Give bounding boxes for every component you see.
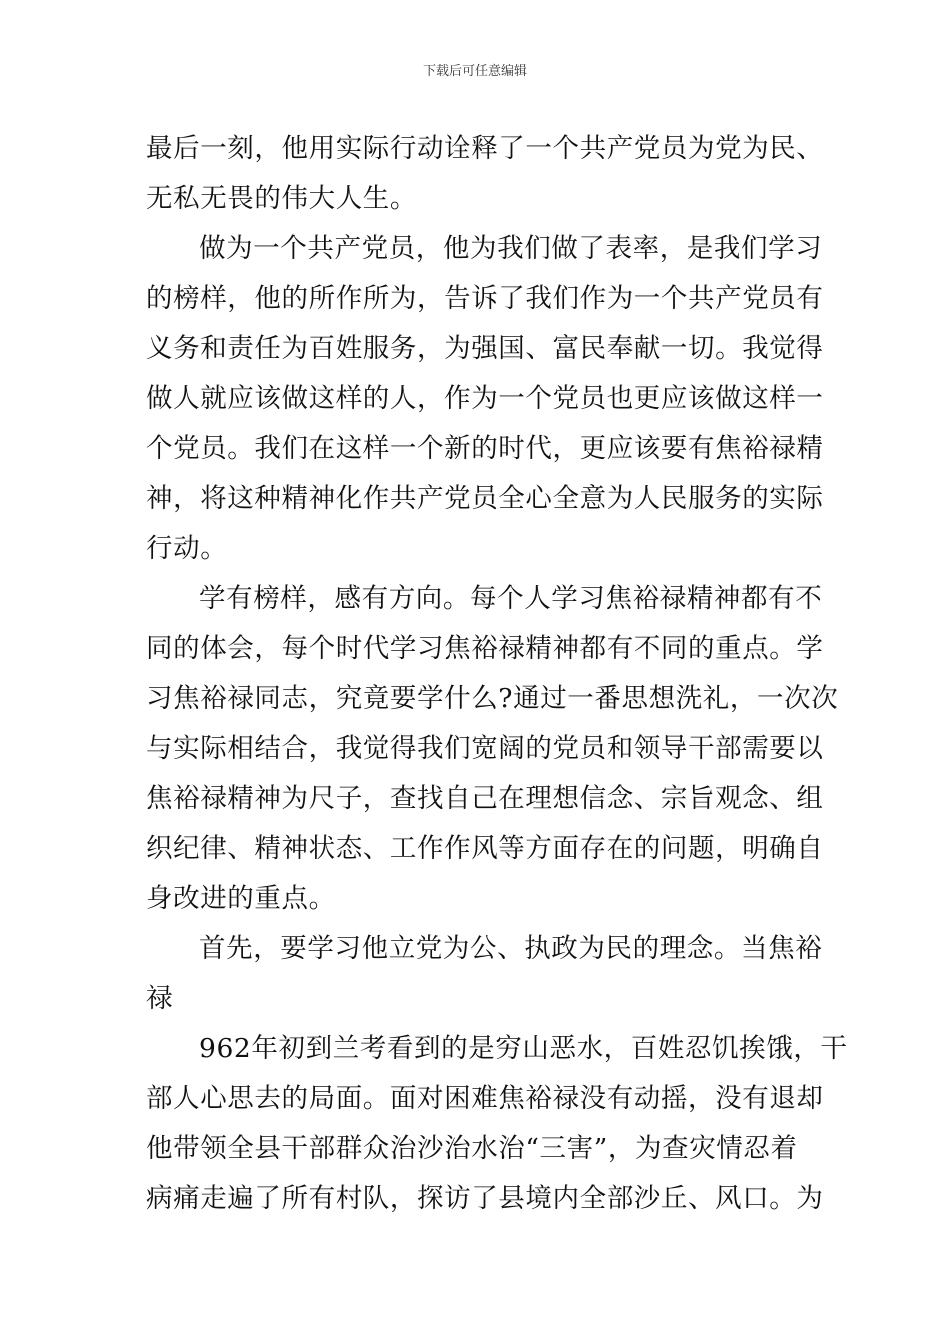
paragraph-start-line: 首先，要学习他立党为公、执政为民的理念。当焦裕 — [199, 933, 823, 964]
text-line: 最后一刻，他用实际行动诠释了一个共产党员为党为民、 — [146, 133, 824, 164]
text-line: 与实际相结合，我觉得我们宽阔的党员和领导干部需要以 — [146, 733, 824, 764]
text-line: 习焦裕禄同志，究竟要学什么?通过一番思想洗礼，一次次 — [146, 683, 839, 714]
text-line: 部人心思去的局面。面对困难焦裕禄没有动摇，没有退却 — [146, 1083, 824, 1114]
text-line: 的榜样，他的所作所为，告诉了我们作为一个共产党员有 — [146, 283, 824, 314]
paragraph-start-line: 962年初到兰考看到的是穷山恶水，百姓忍饥挨饿，干 — [199, 1033, 848, 1064]
document-body — [146, 124, 848, 1224]
text-line: 行动。 — [146, 533, 228, 564]
text-line: 焦裕禄精神为尺子，查找自己在理想信念、宗旨观念、组 — [146, 783, 824, 814]
text-line: 身改进的重点。 — [146, 883, 336, 914]
text-line: 神，将这种精神化作共产党员全心全意为人民服务的实际 — [146, 483, 824, 514]
text-line: 同的体会，每个时代学习焦裕禄精神都有不同的重点。学 — [146, 633, 824, 664]
text-line: 无私无畏的伟大人生。 — [146, 183, 417, 214]
text-line: 织纪律、精神状态、工作作风等方面存在的问题，明确自 — [146, 833, 824, 864]
text-line: 他带领全县干部群众治沙治水治“三害”，为查灾情忍着 — [146, 1133, 798, 1164]
text-line: 义务和责任为百姓服务，为强国、富民奉献一切。我觉得 — [146, 333, 824, 364]
text-line: 病痛走遍了所有村队，探访了县境内全部沙丘、风口。为 — [146, 1183, 824, 1214]
page-header: 下载后可任意编辑 — [422, 64, 527, 79]
text-line: 做人就应该做这样的人，作为一个党员也更应该做这样一 — [146, 383, 824, 414]
text-line: 个党员。我们在这样一个新的时代，更应该要有焦裕禄精 — [146, 433, 824, 464]
paragraph-start-line: 学有榜样，感有方向。每个人学习焦裕禄精神都有不 — [199, 583, 823, 614]
text-line: 禄 — [146, 983, 174, 1014]
paragraph-start-line: 做为一个共产党员，他为我们做了表率，是我们学习 — [199, 233, 823, 264]
